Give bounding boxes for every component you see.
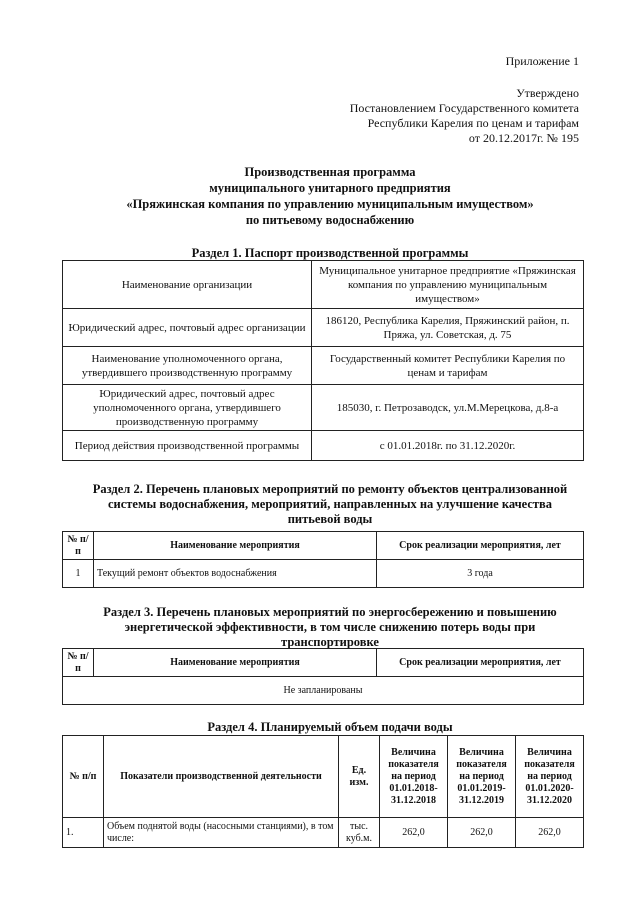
title-line-2: муниципального унитарного предприятия (209, 181, 451, 195)
decree-line-3: от 20.12.2017г. № 195 (468, 131, 579, 145)
passport-table (62, 260, 584, 461)
passport-label: Юридический адрес, почтовый адрес организации (63, 309, 312, 347)
row-value-2018: 262,0 (380, 818, 448, 848)
section1-heading: Раздел 1. Паспорт производственной программы (191, 246, 469, 260)
passport-label: Наименование организации (63, 261, 312, 309)
title-line-3: «Пряжинская компания по управлению муниципальным имуществом» (126, 197, 534, 211)
decree-line-2: Республики Карелия по ценам и тарифам (367, 116, 579, 130)
energy-measures-table (62, 648, 584, 705)
col-indicator-header: Показатели производственной деятельности (104, 736, 339, 818)
table-row (63, 649, 584, 677)
passport-value: 186120, Республика Карелия, Пряжинский район, п. Пряжа, ул. Советская, д. 75 (312, 309, 584, 347)
col-unit-header: Ед. изм. (339, 736, 380, 818)
table-row (63, 736, 584, 818)
decree-line-1: Постановлением Государственного комитета (349, 101, 579, 115)
table-row (63, 818, 584, 848)
title-line-1: Производственная программа (244, 165, 416, 179)
section4-heading: Раздел 4. Планируемый объем подачи воды (207, 720, 453, 734)
empty-row-text: Не запланированы (63, 677, 584, 705)
row-num: 1 (63, 560, 94, 588)
col-period3-header: Величина показателя на период 01.01.2020-31.12.2020 (516, 736, 584, 818)
row-value-2020: 262,0 (516, 818, 584, 848)
row-num: 1. (63, 818, 104, 848)
passport-label: Период действия производственной программы (63, 431, 312, 461)
passport-label: Наименование уполномоченного органа, утвердившего производственную программу (63, 347, 312, 385)
section3-heading-2: энергетической эффективности, в том числе снижению потерь воды при (124, 620, 536, 634)
passport-value: с 01.01.2018г. по 31.12.2020г. (312, 431, 584, 461)
table-row (63, 347, 584, 385)
col-term-header: Срок реализации мероприятия, лет (377, 649, 584, 677)
passport-value: 185030, г. Петрозаводск, ул.М.Мерецкова, д.8-а (312, 385, 584, 431)
row-term: 3 года (377, 560, 584, 588)
section2-heading-3: питьевой воды (287, 512, 373, 526)
passport-value: Государственный комитет Республики Карелия по ценам и тарифам (312, 347, 584, 385)
table-row (63, 560, 584, 588)
row-unit: тыс. куб.м. (339, 818, 380, 848)
approved-label: Утверждено (516, 86, 579, 100)
col-name-header: Наименование мероприятия (94, 532, 377, 560)
row-name: Текущий ремонт объектов водоснабжения (94, 560, 377, 588)
title-line-4: по питьевому водоснабжению (245, 213, 415, 227)
col-name-header: Наименование мероприятия (94, 649, 377, 677)
col-term-header: Срок реализации мероприятия, лет (377, 532, 584, 560)
row-indicator: Объем поднятой воды (насосными станциями), в том числе: (104, 818, 339, 848)
col-period2-header: Величина показателя на период 01.01.2019-31.12.2019 (448, 736, 516, 818)
row-value-2019: 262,0 (448, 818, 516, 848)
col-period1-header: Величина показателя на период 01.01.2018-31.12.2018 (380, 736, 448, 818)
appendix-label: Приложение 1 (505, 54, 579, 68)
section2-heading-2: системы водоснабжения, мероприятий, направленных на улучшение качества (107, 497, 553, 511)
section3-heading-3: транспортировке (281, 635, 379, 649)
col-num-header: № п/п (63, 736, 104, 818)
water-supply-table (62, 735, 584, 848)
table-row (63, 532, 584, 560)
section3-heading-1: Раздел 3. Перечень плановых мероприятий по энергосбережению и повышению (103, 605, 557, 619)
table-row (63, 431, 584, 461)
passport-label: Юридический адрес, почтовый адрес уполномоченного органа, утвердившего производственную программу (63, 385, 312, 431)
repair-measures-table (62, 531, 584, 588)
table-row (63, 385, 584, 431)
table-row (63, 677, 584, 705)
table-row (63, 309, 584, 347)
passport-value: Муниципальное унитарное предприятие «Пряжинская компания по управлению муниципальным имуществом» (312, 261, 584, 309)
table-row (63, 261, 584, 309)
section2-heading-1: Раздел 2. Перечень плановых мероприятий по ремонту объектов централизованной (92, 482, 568, 496)
col-num-header: № п/п (63, 649, 94, 677)
col-num-header: № п/п (63, 532, 94, 560)
